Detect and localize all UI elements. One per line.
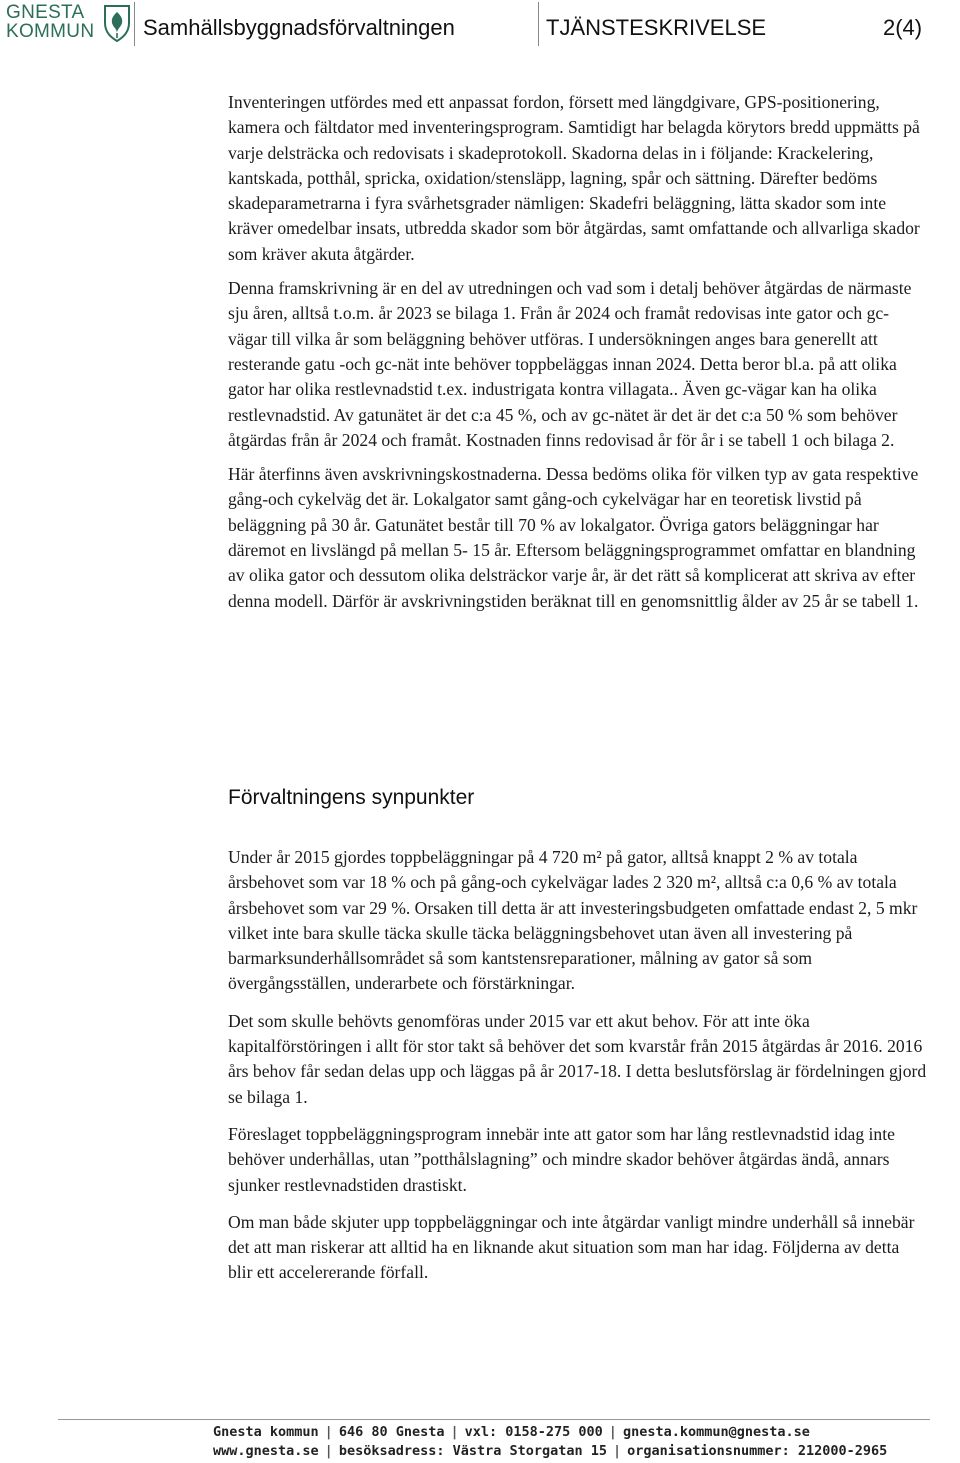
footer-web[interactable]: www.gnesta.se xyxy=(213,1443,319,1459)
footer-visit-address: besöksadress: Västra Storgatan 15 xyxy=(338,1443,608,1459)
footer-org: Gnesta kommun xyxy=(213,1424,319,1440)
paragraph: Här återfinns även avskrivningskostnaderna. Dessa bedöms olika för vilken typ av gata respektive gång-och cykelväg det är. Lokalgator samt gång-och cykelvägar har en teoretisk livstid på beläggning på 30 år. Gatunätet består till 70 % av lokalgator. Övriga gators beläggningar har däremot en livslängd på mellan 5- 15 år. Eftersom beläggningsprogrammet omfattar en blandning av olika gator och dessutom olika delsträckor varje år, är det rätt så komplicerat att skriva av efter denna modell. Därför är avskrivningstiden beräknat till en genomsnittlig ålder av 25 år se tabell 1. xyxy=(228,464,919,611)
logo-line-1: GNESTA xyxy=(6,2,85,23)
section-heading: Förvaltningens synpunkter xyxy=(228,786,475,809)
document-type: TJÄNSTESKRIVELSE xyxy=(546,15,767,40)
coat-of-arms-icon xyxy=(102,3,132,43)
header-divider xyxy=(134,2,135,46)
section-text xyxy=(228,845,928,1298)
footer-org-number: organisationsnummer: 212000-2965 xyxy=(627,1443,888,1459)
header-divider xyxy=(538,2,539,46)
logo-line-2: KOMMUN xyxy=(6,21,95,42)
page-header xyxy=(0,0,960,60)
paragraph: Under år 2015 gjordes toppbeläggningar på 4 720 m² på gator, alltså knappt 2 % av totala årsbehovet som var 18 % och på gång-och cykelvägar lades 2 320 m², alltså c:a 0,6 % av totala årsbehovet som var 29 %. Orsaken till detta är att investeringsbudgeten omfattade endast 2, 5 mkr vilket inte bara skulle täcka skulle täcka beläggningsbehovet utan även all investering på barmarksunderhållsområdet så som kantstensreparationer, målning av gator så som övergångsställen, underarbete och förstärkningar. xyxy=(228,847,918,994)
page-number: 2(4) xyxy=(883,15,923,40)
paragraph: Om man både skjuter upp toppbeläggningar och inte åtgärdar vanligt mindre underhåll så innebär det att man riskerar att alltid ha en liknande akut situation som man har idag. Följderna av detta blir ett accelererande förfall. xyxy=(228,1211,915,1283)
paragraph: Föreslaget toppbeläggningsprogram innebär inte att gator som har lång restlevnadstid idag inte behöver underhållas, utan ”potthålslagning” och mindre skador behöver åtgärdas ändå, annars sjunker restlevnadstiden drastiskt. xyxy=(228,1123,895,1195)
paragraph: Inventeringen utfördes med ett anpassat fordon, försett med längdgivare, GPS-positionering, kamera och fältdator med inventeringsprogram. Samtidigt har belagda körytors bredd uppmätts på varje delsträcka och redovisats i skadeprotokoll. Skadorna delas in i följande: Krackelering, kantskada, potthål, spricka, oxidation/stensläpp, lagning, spår och sättning. Därefter bedöms skadeparametrarna i fyra svårhetsgrader nämligen: Skadefri beläggning, lätta skador som inte kräver omedelbar insats, utbredda skador som bör åtgärdas, samt omfattande och allvarliga skador som kräver akuta åtgärder. xyxy=(228,92,920,264)
footer-divider xyxy=(58,1419,930,1420)
paragraph: Det som skulle behövts genomföras under 2015 var ett akut behov. För att inte öka kapitalförstöringen i allt för stor takt så behöver det som kvarstår från 2015 åtgärdas år 2016. 2016 års behov får sedan delas upp och läggas på år 2017-18. I detta beslutsförslag är fördelningen gjord se bilaga 1. xyxy=(228,1010,927,1107)
page-footer: Gnesta kommun | 646 80 Gnesta | vxl: 0158-275 000 | gnesta.kommun@gnesta.se www.gnesta.se | besöksadress: Västra Storgatan 15 | organisationsnummer: 212000-2965 xyxy=(213,1424,888,1459)
intro-text xyxy=(228,90,928,623)
paragraph: Denna framskrivning är en del av utredningen och vad som i detalj behöver åtgärdas de närmaste sju åren, alltså t.o.m. år 2023 se bilaga 1. Från år 2024 och framåt redovisas inte gator och gc-vägar till vilka år som beläggning behöver utföras. I undersökningen anges bara generellt att resterande gatu -och gc-nät inte behöver toppbeläggas innan 2024. Detta beror bl.a. på att olika gator har olika restlevnadstid t.ex. industrigata kontra villagata.. Även gc-vägar kan ha olika restlevnadstid. Av gatunätet är det c:a 45 %, och av gc-nätet är det är det c:a 50 % som behöver åtgärdas från år 2024 och framåt. Kostnaden finns redovisad år för år i se tabell 1 och bilaga 2. xyxy=(228,278,912,450)
footer-email[interactable]: gnesta.kommun@gnesta.se xyxy=(622,1424,810,1440)
footer-phone: vxl: 0158-275 000 xyxy=(464,1424,603,1440)
department-name: Samhällsbyggnadsförvaltningen xyxy=(143,15,455,40)
gnesta-logo xyxy=(6,3,128,43)
footer-postal: 646 80 Gnesta xyxy=(338,1424,445,1440)
